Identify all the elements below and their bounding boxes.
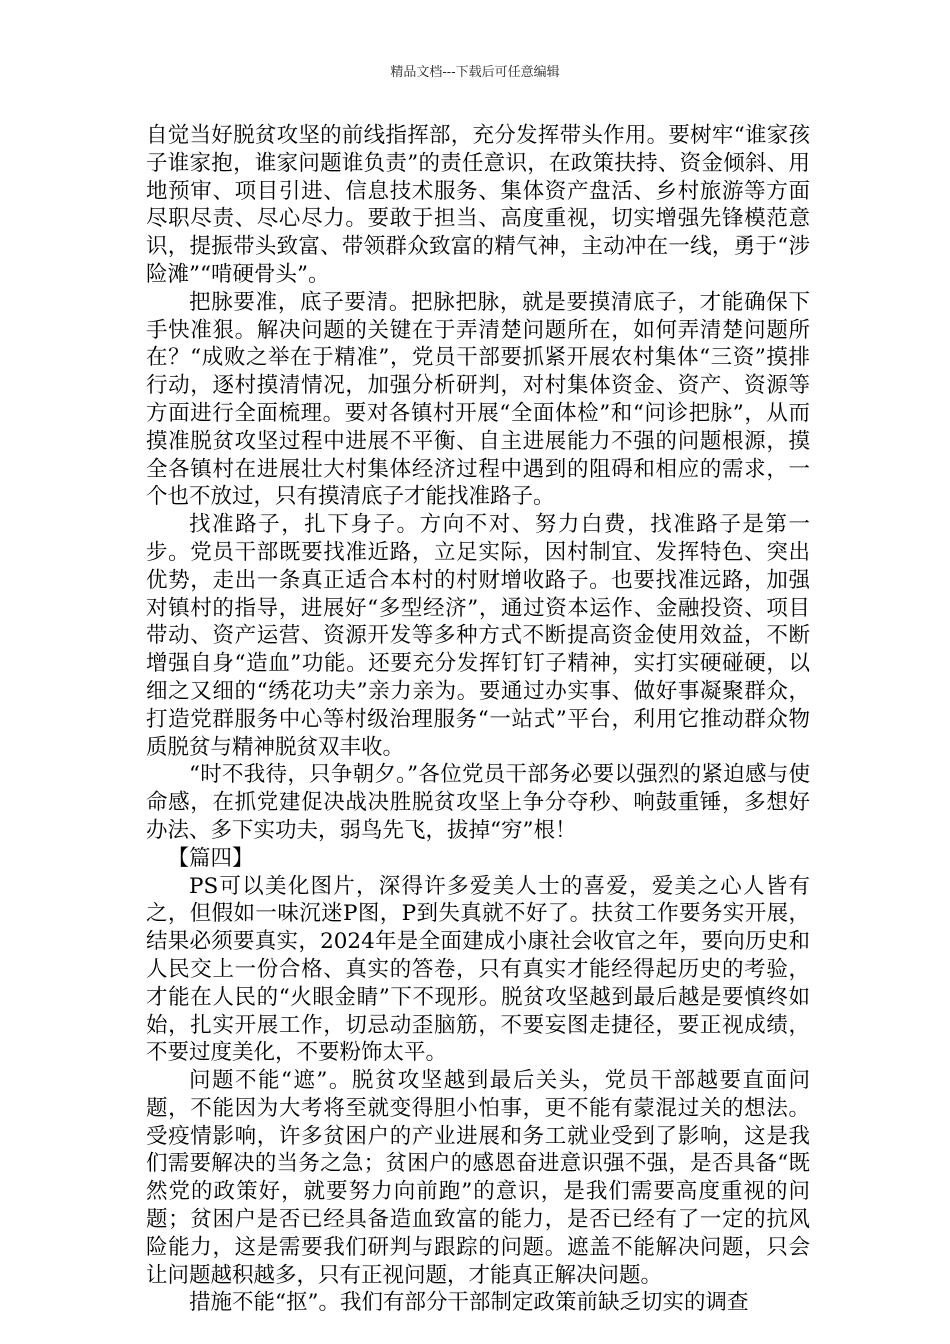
paragraph-2: 把脉要准，底子要清。把脉把脉，就是要摸清底子，才能确保下手快准狠。解决问题的关键在于弄清楚问题所在，如何弄清楚问题所在？“成败之举在于精准”，党员干部要抓紧开展农村集体“三资”摸排行动，逐村摸清情况，加强分析研判，对村集体资金、资产、资源等方面进行全面梳理。要对各镇村开展“全面体检”和“问诊把脉”，从而摸准脱贫攻坚过程中进展不平衡、自主进展能力不强的问题根源，摸全各镇村在进展壮大村集体经济过程中遇到的阻碍和相应的需求，一个也不放过，只有摸清底子才能找准路子。 — [146, 289, 810, 510]
paragraph-3: 找准路子，扎下身子。方向不对、努力白费，找准路子是第一步。党员干部既要找准近路，立足实际，因村制宜、发挥特色、突出优势，走出一条真正适合本村的村财增收路子。也要找准远路，加强对镇村的指导，进展好“多型经济”，通过资本运作、金融投资、项目带动、资产运营、资源开发等多种方式不断提高资金使用效益，不断增强自身“造血”功能。还要充分发挥钉钉子精神，实打实硬碰硬，以细之又细的“绣花功夫”亲力亲为。要通过办实事、做好事凝聚群众，打造党群服务中心等村级治理服务“一站式”平台，利用它推动群众物质脱贫与精神脱贫双丰收。 — [146, 512, 810, 760]
document-body — [146, 122, 810, 1317]
paragraph-6: 问题不能“遮”。脱贫攻坚越到最后关头，党员干部越要直面问题，不能因为大考将至就变得胆小怕事，更不能有蒙混过关的想法。受疫情影响，许多贫困户的产业进展和务工就业受到了影响，这是我们需要解决的当务之急；贫困户的感恩奋进意识强不强，是否具备“既然党的政策好，就要努力向前跑”的意识，是我们需要高度重视的问题；贫困户是否已经具备造血致富的能力，是否已经有了一定的抗风险能力，这是需要我们研判与跟踪的问题。遮盖不能解决问题，只会让问题越积越多，只有正视问题，才能真正解决问题。 — [146, 1068, 810, 1288]
paragraph-7: 措施不能“抠”。我们有部分干部制定政策前缺乏切实的调查 — [189, 1290, 749, 1316]
paragraph-4: “时不我待，只争朝夕。”各位党员干部务必要以强烈的紧迫感与使命感，在抓党建促决战决胜脱贫攻坚上争分夺秒、响鼓重锤，多想好办法、多下实功夫，弱鸟先飞，拔掉“穷”根！ — [146, 762, 810, 843]
paragraph-5: PS可以美化图片，深得许多爱美人士的喜爱，爱美之心人皆有之，但假如一味沉迷P图，P到失真就不好了。扶贫工作要务实开展，结果必须要真实，2024年是全面建成小康社会收官之年，要向历史和人民交上一份合格、真实的答卷，只有真实才能经得起历史的考验，才能在人民的“火眼金睛”下不现形。脱贫攻坚越到最后越是要慎终如始，扎实开展工作，切忌动歪脑筋，不要妄图走捷径，要正视成绩，不要过度美化，不要粉饰太平。 — [146, 873, 810, 1066]
page-header: 精品文档---下载后可任意编辑 — [390, 65, 560, 80]
section-title: 【篇四】 — [167, 845, 254, 871]
paragraph-1: 自觉当好脱贫攻坚的前线指挥部，充分发挥带头作用。要树牢“谁家孩子谁家抱，谁家问题谁负责”的责任意识，在政策扶持、资金倾斜、用地预审、项目引进、信息技术服务、集体资产盘活、乡村旅游等方面尽职尽责、尽心尽力。要敢于担当、高度重视，切实增强先锋模范意识，提振带头致富、带领群众致富的精气神，主动冲在一线，勇于“涉险滩”“啃硬骨头”。 — [146, 123, 810, 287]
